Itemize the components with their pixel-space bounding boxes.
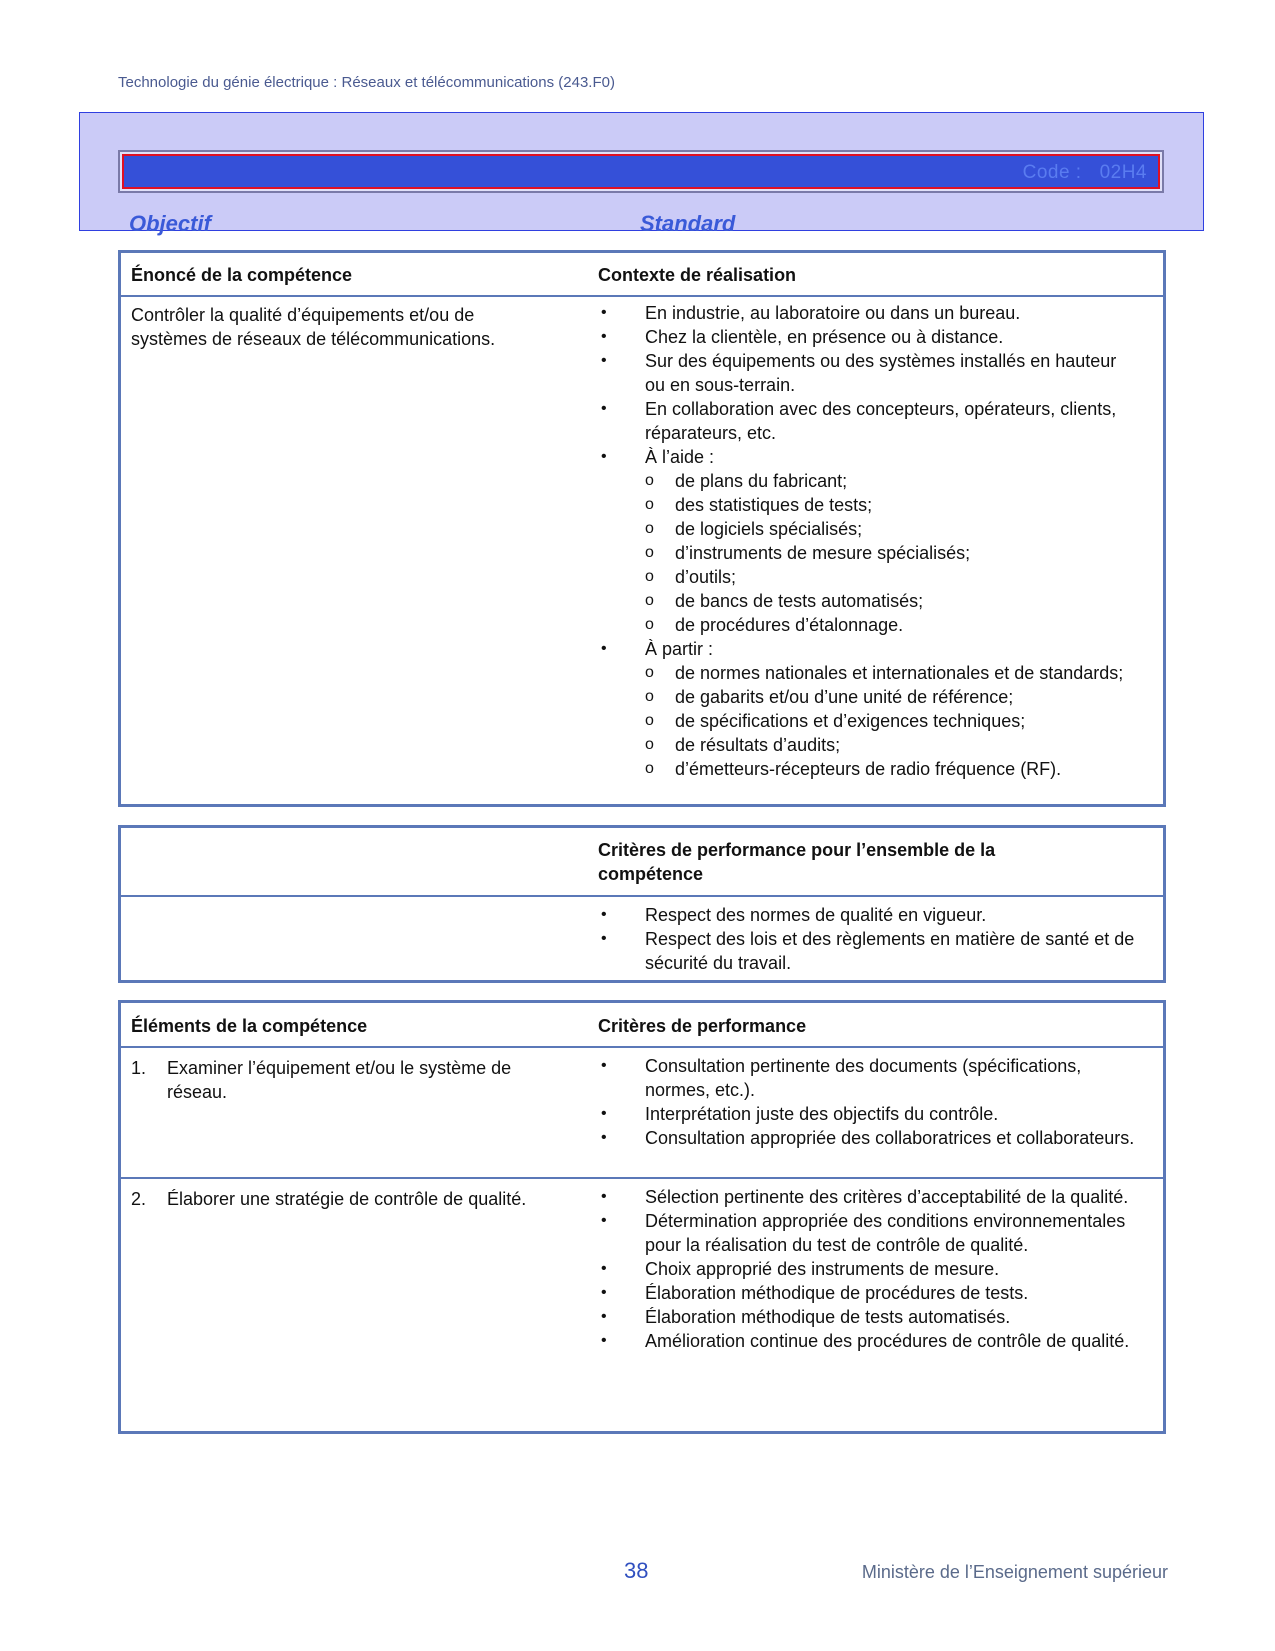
list-item: • En collaboration avec des concepteurs, opérateurs, clients, réparateurs, etc.: [601, 397, 1141, 445]
element-1: [131, 1056, 561, 1104]
list-item: • Consultation pertinente des documents (spécifications, normes, etc.).: [601, 1054, 1141, 1102]
list-item: • Respect des lois et des règlements en matière de santé et de sécurité du travail.: [601, 927, 1141, 975]
list-item: • Interprétation juste des objectifs du contrôle.: [601, 1102, 1141, 1126]
criteria-header: Critères de performance: [598, 1016, 807, 1036]
global-criteria-list: [601, 903, 1141, 975]
list-item: [601, 445, 1141, 637]
global-criteria-table: [118, 825, 1166, 983]
competence-table: [118, 250, 1166, 807]
global-criteria-header-row: [121, 828, 1163, 897]
elements-table: [118, 1000, 1166, 1434]
footer-ministry: Ministère de l’Enseignement supérieur: [861, 1562, 1168, 1582]
list-item: • Sélection pertinente des critères d’acceptabilité de la qualité.: [601, 1185, 1141, 1209]
list-item: • Sur des équipements ou des systèmes installés en hauteur ou en sous-terrain.: [601, 349, 1141, 397]
list-item: • En industrie, au laboratoire ou dans un bureau.: [601, 301, 1141, 325]
list-item: [601, 637, 1141, 781]
list-item: • Élaboration méthodique de tests automatisés.: [601, 1305, 1141, 1329]
elements-header: Éléments de la compétence: [131, 1016, 368, 1036]
criteria-list-2: [601, 1185, 1141, 1353]
list-item: • Chez la clientèle, en présence ou à distance.: [601, 325, 1141, 349]
element-2: [131, 1187, 561, 1211]
sub-list-item: o d’outils;: [645, 565, 1141, 589]
element-title: Élaborer une stratégie de contrôle de qualité.: [167, 1189, 527, 1209]
objectif-heading: Objectif: [129, 211, 211, 236]
partir-label: • À partir :: [645, 639, 714, 659]
sub-list-item: o de bancs de tests automatisés;: [645, 589, 1141, 613]
competence-code: [1005, 162, 1147, 184]
global-criteria-body: [121, 897, 1163, 982]
competence-statement: Contrôler la qualité d’équipements et/ou de systèmes de réseaux de télécommunications.: [131, 305, 496, 349]
context-list: [601, 301, 1141, 781]
page-number: 38: [624, 1558, 649, 1583]
list-item: • Élaboration méthodique de procédures de tests.: [601, 1281, 1141, 1305]
document-header: Technologie du génie électrique : Réseaux et télécommunications (243.F0): [118, 74, 615, 91]
competence-table-body: [121, 297, 1163, 802]
sub-list-item: o de gabarits et/ou d’une unité de référence;: [645, 685, 1141, 709]
sub-list-item: o de plans du fabricant;: [645, 469, 1141, 493]
enonce-header: Énoncé de la compétence: [131, 265, 353, 285]
criteria-list-1: [601, 1054, 1141, 1150]
list-item: • Amélioration continue des procédures de contrôle de qualité.: [601, 1329, 1141, 1353]
element-title: Examiner l’équipement et/ou le système de réseau.: [167, 1058, 512, 1102]
list-item: • Détermination appropriée des conditions environnementales pour la réalisation du test de contrôle de qualité.: [601, 1209, 1141, 1257]
standard-heading: Standard: [640, 211, 736, 236]
code-label: Code :: [1022, 162, 1082, 183]
global-criteria-header: Critères de performance pour l’ensemble de la compétence: [598, 840, 996, 884]
list-item: • Consultation appropriée des collaboratrices et collaborateurs.: [601, 1126, 1141, 1150]
elements-table-header: [121, 1003, 1163, 1048]
competence-table-header: [121, 253, 1163, 297]
sub-list-item: o d’instruments de mesure spécialisés;: [645, 541, 1141, 565]
element-row-2: [121, 1177, 1163, 1432]
code-value: 02H4: [1099, 162, 1147, 183]
contexte-header: Contexte de réalisation: [598, 265, 797, 285]
aide-label: • À l’aide :: [645, 447, 715, 467]
sub-list-item: o de spécifications et d’exigences techniques;: [645, 709, 1141, 733]
sub-list-item: o de résultats d’audits;: [645, 733, 1141, 757]
list-item: • Choix approprié des instruments de mesure.: [601, 1257, 1141, 1281]
element-row-1: [121, 1048, 1163, 1177]
sub-list-item: o de logiciels spécialisés;: [645, 517, 1141, 541]
element-number: 2.: [131, 1189, 147, 1209]
sub-list-item: o de procédures d’étalonnage.: [645, 613, 1141, 637]
element-number: 1.: [131, 1058, 147, 1078]
sub-list-item: o de normes nationales et internationales et de standards;: [645, 661, 1141, 685]
sub-list-item: o d’émetteurs-récepteurs de radio fréquence (RF).: [645, 757, 1141, 781]
sub-list-item: o des statistiques de tests;: [645, 493, 1141, 517]
list-item: • Respect des normes de qualité en vigueur.: [601, 903, 1141, 927]
